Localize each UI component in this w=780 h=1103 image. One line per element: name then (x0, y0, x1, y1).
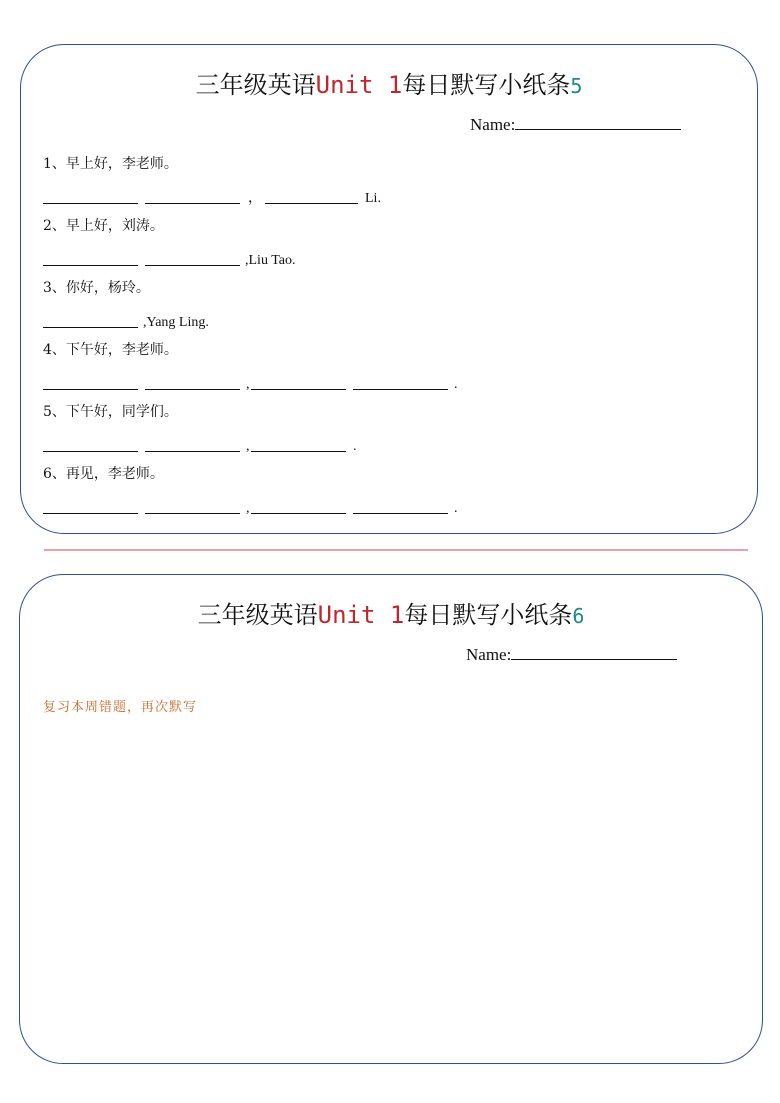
title-unit: Unit 1 (315, 71, 403, 99)
answer-blank[interactable] (145, 203, 240, 204)
name-field (466, 645, 677, 665)
answer-blank[interactable] (251, 513, 346, 514)
title-unit: Unit 1 (317, 601, 405, 629)
answer-blank[interactable] (353, 513, 448, 514)
answer-blank[interactable] (145, 265, 240, 266)
answer-blank[interactable] (43, 203, 138, 204)
answer-blank[interactable] (353, 389, 448, 390)
question-6-blanks (43, 498, 483, 514)
name-field (470, 115, 681, 135)
answer-blank[interactable] (43, 327, 138, 328)
end-text: . (454, 501, 458, 516)
question-2-prompt: 2、早上好，刘涛。 (43, 218, 164, 234)
answer-blank[interactable] (145, 451, 240, 452)
question-1-prompt: 1、早上好，李老师。 (43, 156, 178, 172)
title-prefix: 三年级英语 (197, 601, 318, 629)
worksheet-card-6 (19, 574, 763, 1064)
question-6-prompt: 6、再见，李老师。 (43, 466, 164, 482)
worksheet-card-5 (20, 44, 758, 534)
answer-blank[interactable] (43, 389, 138, 390)
title-suffix: 每日默写小纸条 (404, 601, 573, 629)
end-text: . (454, 377, 458, 392)
answer-blank[interactable] (145, 513, 240, 514)
comma-text: , (246, 501, 250, 516)
question-3-blanks (43, 312, 463, 328)
comma-text: , (246, 377, 250, 392)
tail-text: ,Yang Ling. (143, 315, 209, 330)
title-number: 5 (570, 74, 583, 98)
comma-text: , (246, 439, 250, 454)
answer-blank[interactable] (251, 451, 346, 452)
answer-blank[interactable] (145, 389, 240, 390)
worksheet-title (21, 65, 757, 100)
question-1-blanks (43, 188, 463, 204)
page-divider (44, 549, 748, 551)
question-5-prompt: 5、下午好，同学们。 (43, 404, 178, 420)
question-2-blanks (43, 250, 463, 266)
tail-text: ,Liu Tao. (245, 253, 296, 268)
name-blank[interactable] (515, 115, 681, 130)
title-suffix: 每日默写小纸条 (402, 71, 571, 99)
answer-blank[interactable] (43, 451, 138, 452)
name-label: Name: (470, 115, 516, 134)
name-blank[interactable] (511, 645, 677, 660)
question-4-prompt: 4、下午好，李老师。 (43, 342, 178, 358)
answer-blank[interactable] (43, 513, 138, 514)
name-label: Name: (466, 645, 512, 664)
title-number: 6 (572, 604, 585, 628)
answer-blank[interactable] (265, 203, 358, 204)
title-prefix: 三年级英语 (195, 71, 316, 99)
comma-text: ， (248, 191, 262, 206)
tail-text: Li. (365, 191, 381, 206)
answer-blank[interactable] (251, 389, 346, 390)
review-instruction: 复习本周错题，再次默写 (43, 700, 198, 715)
question-3-prompt: 3、你好，杨玲。 (43, 280, 150, 296)
question-4-blanks (43, 374, 483, 390)
answer-blank[interactable] (43, 265, 138, 266)
worksheet-title (20, 595, 762, 630)
end-text: . (353, 439, 357, 454)
question-5-blanks (43, 436, 483, 452)
